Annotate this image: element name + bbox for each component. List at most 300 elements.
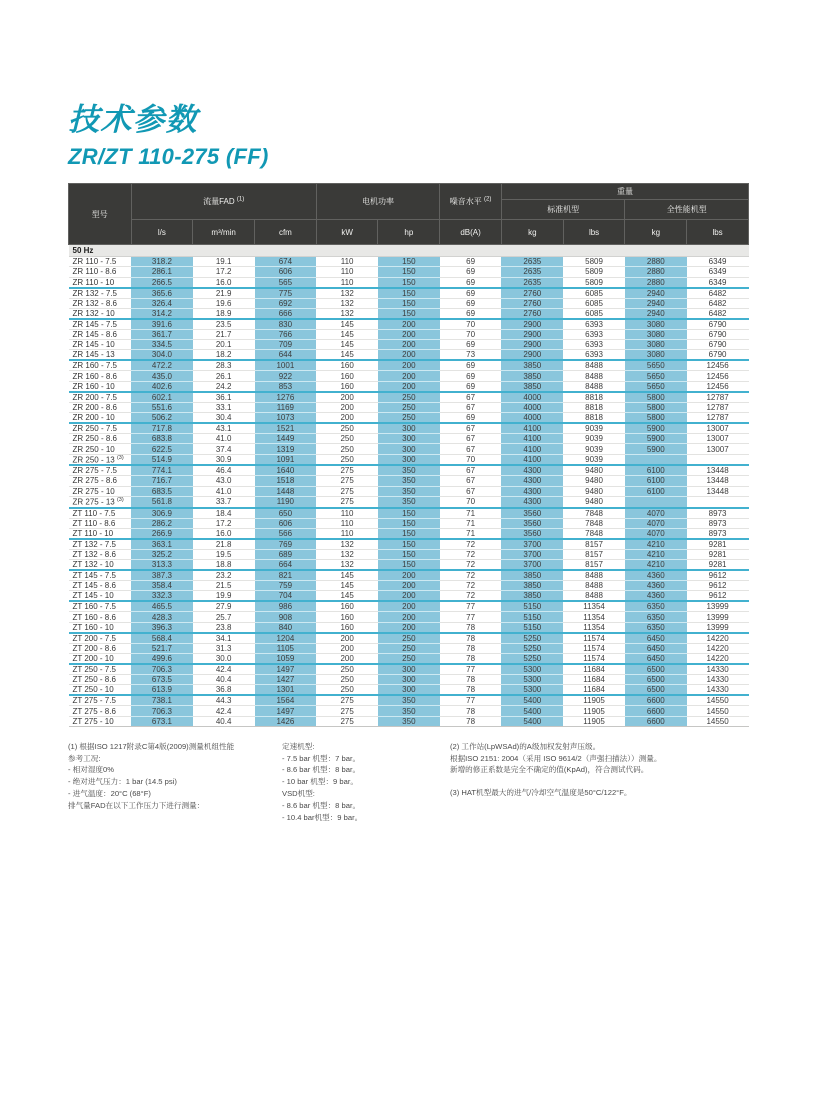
unit-lbs-std: lbs (563, 220, 625, 245)
value-cell: 78 (440, 706, 502, 716)
value-cell: 361.7 (131, 329, 193, 339)
value-cell: 606 (255, 267, 317, 277)
value-cell: 759 (255, 581, 317, 591)
footnote-line: VSD机型: (282, 789, 315, 799)
value-cell: 5300 (501, 675, 563, 685)
value-cell: 664 (255, 560, 317, 571)
value-cell: 8157 (563, 549, 625, 559)
value-cell: 33.1 (193, 402, 255, 412)
model-cell: ZT 250 - 10 (69, 685, 132, 696)
value-cell: 1521 (255, 423, 317, 434)
value-cell: 5900 (625, 434, 687, 444)
footnote-line: - 8.6 bar 机型：8 bar。 (282, 800, 361, 810)
footnote-line: (1) 根据ISO 1217附录C第4版(2009)测量机组性能 (68, 741, 235, 751)
value-cell: 67 (440, 476, 502, 486)
value-cell: 9480 (563, 476, 625, 486)
value-cell: 21.5 (193, 581, 255, 591)
value-cell: 30.9 (193, 454, 255, 465)
value-cell: 286.2 (131, 518, 193, 528)
value-cell: 8488 (563, 591, 625, 602)
value-cell: 683.5 (131, 486, 193, 496)
value-cell: 673.5 (131, 675, 193, 685)
value-cell: 200 (378, 601, 440, 612)
value-cell: 8157 (563, 539, 625, 550)
table-row (69, 371, 749, 381)
value-cell: 12787 (687, 392, 749, 403)
model-cell: ZR 145 - 10 (69, 340, 132, 350)
value-cell: 275 (316, 465, 378, 476)
value-cell: 145 (316, 329, 378, 339)
value-cell: 326.4 (131, 298, 193, 308)
value-cell: 6085 (563, 288, 625, 299)
table-row (69, 560, 749, 571)
value-cell: 160 (316, 622, 378, 633)
value-cell: 8973 (687, 518, 749, 528)
value-cell: 6085 (563, 298, 625, 308)
value-cell: 37.4 (193, 444, 255, 454)
value-cell: 12456 (687, 381, 749, 392)
value-cell: 67 (440, 402, 502, 412)
footnotes (68, 741, 749, 823)
value-cell: 4300 (501, 476, 563, 486)
value-cell: 922 (255, 371, 317, 381)
value-cell: 350 (378, 716, 440, 726)
value-cell (625, 454, 687, 465)
value-cell: 69 (440, 298, 502, 308)
value-cell: 160 (316, 601, 378, 612)
value-cell: 350 (378, 695, 440, 706)
table-row (69, 350, 749, 361)
value-cell: 9039 (563, 454, 625, 465)
table-row (69, 423, 749, 434)
model-cell: ZT 160 - 8.6 (69, 612, 132, 622)
value-cell: 2900 (501, 350, 563, 361)
value-cell: 4300 (501, 496, 563, 507)
model-cell: ZT 250 - 8.6 (69, 675, 132, 685)
table-row (69, 654, 749, 665)
model-cell: ZR 250 - 10 (69, 444, 132, 454)
value-cell: 4210 (625, 560, 687, 571)
page-title: 技术参数 (68, 102, 198, 137)
value-cell: 709 (255, 340, 317, 350)
value-cell: 3080 (625, 319, 687, 330)
table-row (69, 340, 749, 350)
value-cell: 19.5 (193, 549, 255, 559)
value-cell: 200 (378, 622, 440, 633)
value-cell: 5400 (501, 695, 563, 706)
value-cell: 9039 (563, 444, 625, 454)
value-cell: 200 (378, 340, 440, 350)
value-cell: 9612 (687, 581, 749, 591)
value-cell: 34.1 (193, 633, 255, 644)
table-row (69, 329, 749, 339)
value-cell: 14330 (687, 664, 749, 675)
model-cell: ZT 200 - 10 (69, 654, 132, 665)
table-row (69, 454, 749, 465)
value-cell: 150 (378, 277, 440, 288)
value-cell: 4360 (625, 591, 687, 602)
value-cell: 717.8 (131, 423, 193, 434)
value-cell: 145 (316, 591, 378, 602)
unit-ls: l/s (131, 220, 193, 245)
value-cell: 499.6 (131, 654, 193, 665)
value-cell: 43.1 (193, 423, 255, 434)
model-cell: ZR 145 - 8.6 (69, 329, 132, 339)
value-cell: 69 (440, 371, 502, 381)
value-cell: 250 (378, 643, 440, 653)
value-cell: 5300 (501, 685, 563, 696)
value-cell: 769 (255, 539, 317, 550)
value-cell: 4100 (501, 444, 563, 454)
table-row (69, 434, 749, 444)
value-cell: 200 (378, 350, 440, 361)
model-cell: ZR 275 - 7.5 (69, 465, 132, 476)
value-cell: 26.1 (193, 371, 255, 381)
table-row (69, 402, 749, 412)
value-cell: 5300 (501, 664, 563, 675)
value-cell: 6350 (625, 601, 687, 612)
value-cell: 1564 (255, 695, 317, 706)
value-cell: 69 (440, 340, 502, 350)
value-cell: 275 (316, 476, 378, 486)
table-row (69, 643, 749, 653)
value-cell: 160 (316, 612, 378, 622)
value-cell: 40.4 (193, 716, 255, 726)
value-cell: 666 (255, 308, 317, 319)
value-cell: 11684 (563, 685, 625, 696)
value-cell: 30.0 (193, 654, 255, 665)
value-cell: 13007 (687, 444, 749, 454)
value-cell: 300 (378, 444, 440, 454)
value-cell: 200 (316, 654, 378, 665)
value-cell: 650 (255, 508, 317, 519)
value-cell: 830 (255, 319, 317, 330)
table-row (69, 518, 749, 528)
value-cell: 145 (316, 581, 378, 591)
value-cell: 77 (440, 612, 502, 622)
value-cell: 67 (440, 486, 502, 496)
value-cell: 12787 (687, 413, 749, 424)
value-cell: 8973 (687, 528, 749, 539)
value-cell: 78 (440, 654, 502, 665)
model-cell: ZT 250 - 7.5 (69, 664, 132, 675)
value-cell: 3850 (501, 371, 563, 381)
value-cell: 9281 (687, 560, 749, 571)
value-cell: 5400 (501, 716, 563, 726)
value-cell: 4070 (625, 528, 687, 539)
value-cell: 8973 (687, 508, 749, 519)
value-cell: 23.2 (193, 570, 255, 581)
value-cell: 14220 (687, 633, 749, 644)
value-cell: 644 (255, 350, 317, 361)
value-cell: 200 (378, 591, 440, 602)
value-cell: 145 (316, 319, 378, 330)
value-cell: 11574 (563, 633, 625, 644)
value-cell: 1169 (255, 402, 317, 412)
value-cell: 266.5 (131, 277, 193, 288)
value-cell: 12787 (687, 402, 749, 412)
value-cell: 387.3 (131, 570, 193, 581)
table-row (69, 486, 749, 496)
footnote-line: (3) HAT机型最大的进气/冷却空气温度是50°C/122°F。 (450, 788, 632, 798)
value-cell: 300 (378, 685, 440, 696)
value-cell: 9281 (687, 539, 749, 550)
value-cell: 363.1 (131, 539, 193, 550)
model-cell: ZR 110 - 7.5 (69, 257, 132, 267)
footnote-ref-2: (2) (484, 196, 492, 203)
value-cell: 4210 (625, 549, 687, 559)
spec-table (68, 183, 749, 727)
value-cell: 396.3 (131, 622, 193, 633)
value-cell: 78 (440, 622, 502, 633)
table-row (69, 381, 749, 392)
model-cell: ZR 145 - 13 (69, 350, 132, 361)
value-cell: 6790 (687, 350, 749, 361)
value-cell: 200 (378, 329, 440, 339)
value-cell: 4100 (501, 434, 563, 444)
model-cell: ZR 132 - 10 (69, 308, 132, 319)
value-cell: 704 (255, 591, 317, 602)
value-cell: 78 (440, 675, 502, 685)
table-row (69, 612, 749, 622)
value-cell: 2760 (501, 298, 563, 308)
value-cell: 774.1 (131, 465, 193, 476)
table-row (69, 664, 749, 675)
value-cell: 428.3 (131, 612, 193, 622)
value-cell: 41.0 (193, 434, 255, 444)
value-cell: 6393 (563, 319, 625, 330)
footnote-line: - 绝对进气压力：1 bar (14.5 psi) (68, 777, 177, 787)
value-cell (687, 454, 749, 465)
value-cell: 13448 (687, 465, 749, 476)
table-row (69, 581, 749, 591)
model-cell: ZR 275 - 8.6 (69, 476, 132, 486)
footnote-line: 新增的修正系数是完全不确定的值(KpAd)，符合测试代码。 (450, 765, 649, 775)
value-cell: 250 (316, 675, 378, 685)
value-cell: 150 (378, 560, 440, 571)
table-row (69, 622, 749, 633)
value-cell: 6450 (625, 654, 687, 665)
value-cell: 5650 (625, 371, 687, 381)
value-cell: 821 (255, 570, 317, 581)
table-row (69, 706, 749, 716)
value-cell: 561.8 (131, 496, 193, 507)
value-cell: 2900 (501, 329, 563, 339)
value-cell: 11354 (563, 601, 625, 612)
value-cell: 4360 (625, 581, 687, 591)
footnote-line: 根据ISO 2151: 2004（采用 ISO 9614/2（声强扫描法））测量。 (450, 753, 662, 763)
value-cell: 200 (316, 392, 378, 403)
value-cell: 21.9 (193, 288, 255, 299)
value-cell: 2880 (625, 277, 687, 288)
value-cell: 286.1 (131, 267, 193, 277)
table-row (69, 465, 749, 476)
value-cell: 78 (440, 633, 502, 644)
value-cell: 1073 (255, 413, 317, 424)
value-cell: 6393 (563, 340, 625, 350)
value-cell: 350 (378, 465, 440, 476)
model-cell: ZR 250 - 13 $^{(3)}$ (69, 454, 132, 465)
value-cell: 1640 (255, 465, 317, 476)
value-cell: 8488 (563, 360, 625, 371)
model-cell: ZR 110 - 10 (69, 277, 132, 288)
value-cell: 706.3 (131, 706, 193, 716)
model-cell: ZT 160 - 7.5 (69, 601, 132, 612)
value-cell: 3080 (625, 329, 687, 339)
value-cell: 5400 (501, 706, 563, 716)
unit-kg-std: kg (501, 220, 563, 245)
value-cell: 5809 (563, 257, 625, 267)
value-cell: 350 (378, 706, 440, 716)
value-cell: 5250 (501, 643, 563, 653)
model-cell: ZR 250 - 7.5 (69, 423, 132, 434)
value-cell: 25.7 (193, 612, 255, 622)
value-cell: 6393 (563, 350, 625, 361)
value-cell: 70 (440, 454, 502, 465)
model-cell: ZR 145 - 7.5 (69, 319, 132, 330)
value-cell: 2880 (625, 257, 687, 267)
value-cell: 674 (255, 257, 317, 267)
model-cell: ZR 275 - 10 (69, 486, 132, 496)
value-cell: 12456 (687, 371, 749, 381)
value-cell: 13999 (687, 612, 749, 622)
value-cell: 160 (316, 381, 378, 392)
value-cell: 150 (378, 549, 440, 559)
value-cell: 67 (440, 392, 502, 403)
value-cell: 72 (440, 539, 502, 550)
value-cell: 7848 (563, 508, 625, 519)
value-cell: 150 (378, 298, 440, 308)
value-cell: 11905 (563, 706, 625, 716)
model-cell: ZR 200 - 8.6 (69, 402, 132, 412)
col-header-flow (131, 184, 316, 220)
value-cell: 1449 (255, 434, 317, 444)
value-cell: 132 (316, 539, 378, 550)
value-cell: 566 (255, 528, 317, 539)
value-cell: 391.6 (131, 319, 193, 330)
value-cell: 2760 (501, 288, 563, 299)
value-cell: 110 (316, 528, 378, 539)
model-cell: ZR 250 - 8.6 (69, 434, 132, 444)
unit-kw: kW (316, 220, 378, 245)
value-cell: 506.2 (131, 413, 193, 424)
value-cell: 77 (440, 695, 502, 706)
value-cell: 565 (255, 277, 317, 288)
value-cell: 853 (255, 381, 317, 392)
value-cell: 200 (378, 381, 440, 392)
value-cell: 9480 (563, 496, 625, 507)
value-cell: 613.9 (131, 685, 193, 696)
value-cell: 14220 (687, 654, 749, 665)
model-cell: ZT 160 - 10 (69, 622, 132, 633)
value-cell: 275 (316, 695, 378, 706)
value-cell: 5900 (625, 444, 687, 454)
value-cell: 13999 (687, 622, 749, 633)
value-cell: 3700 (501, 560, 563, 571)
value-cell: 275 (316, 706, 378, 716)
value-cell: 304.0 (131, 350, 193, 361)
model-cell: ZT 132 - 8.6 (69, 549, 132, 559)
value-cell: 72 (440, 591, 502, 602)
value-cell: 716.7 (131, 476, 193, 486)
value-cell: 8488 (563, 570, 625, 581)
value-cell: 840 (255, 622, 317, 633)
value-cell: 6500 (625, 664, 687, 675)
value-cell: 13007 (687, 423, 749, 434)
value-cell: 19.9 (193, 591, 255, 602)
value-cell: 72 (440, 581, 502, 591)
value-cell: 250 (316, 444, 378, 454)
value-cell: 67 (440, 465, 502, 476)
value-cell: 4100 (501, 454, 563, 465)
footnote-line: - 10.4 bar机型：9 bar。 (282, 812, 363, 822)
value-cell: 41.0 (193, 486, 255, 496)
col-header-noise-label: 噪音水平 (449, 197, 485, 206)
value-cell: 18.9 (193, 308, 255, 319)
value-cell: 145 (316, 570, 378, 581)
value-cell: 31.3 (193, 643, 255, 653)
value-cell: 2760 (501, 308, 563, 319)
table-row (69, 675, 749, 685)
value-cell: 160 (316, 360, 378, 371)
table-row (69, 257, 749, 267)
value-cell: 132 (316, 549, 378, 559)
value-cell: 3850 (501, 360, 563, 371)
value-cell: 36.8 (193, 685, 255, 696)
value-cell: 7848 (563, 528, 625, 539)
unit-dba: dB(A) (440, 220, 502, 245)
value-cell: 325.2 (131, 549, 193, 559)
value-cell: 275 (316, 716, 378, 726)
value-cell: 6100 (625, 465, 687, 476)
value-cell: 78 (440, 716, 502, 726)
value-cell: 250 (316, 454, 378, 465)
value-cell: 150 (378, 508, 440, 519)
model-cell: ZT 275 - 8.6 (69, 706, 132, 716)
value-cell: 11354 (563, 622, 625, 633)
value-cell: 5809 (563, 277, 625, 288)
value-cell: 11905 (563, 716, 625, 726)
value-cell: 4070 (625, 508, 687, 519)
value-cell: 4070 (625, 518, 687, 528)
value-cell: 6482 (687, 298, 749, 308)
value-cell: 69 (440, 308, 502, 319)
value-cell: 110 (316, 257, 378, 267)
value-cell: 18.2 (193, 350, 255, 361)
model-cell: ZR 160 - 10 (69, 381, 132, 392)
value-cell: 738.1 (131, 695, 193, 706)
value-cell: 692 (255, 298, 317, 308)
value-cell: 14330 (687, 685, 749, 696)
value-cell: 318.2 (131, 257, 193, 267)
value-cell: 11574 (563, 654, 625, 665)
value-cell: 30.4 (193, 413, 255, 424)
value-cell: 13448 (687, 486, 749, 496)
model-cell: ZT 200 - 7.5 (69, 633, 132, 644)
value-cell: 150 (378, 308, 440, 319)
value-cell: 250 (378, 413, 440, 424)
value-cell: 69 (440, 288, 502, 299)
table-header (69, 184, 749, 245)
value-cell: 21.8 (193, 539, 255, 550)
value-cell: 6600 (625, 716, 687, 726)
frequency-section-row (69, 245, 749, 257)
col-header-motor: 电机功率 (316, 184, 439, 220)
value-cell: 18.8 (193, 560, 255, 571)
value-cell: 2635 (501, 257, 563, 267)
value-cell: 73 (440, 350, 502, 361)
value-cell: 150 (378, 257, 440, 267)
